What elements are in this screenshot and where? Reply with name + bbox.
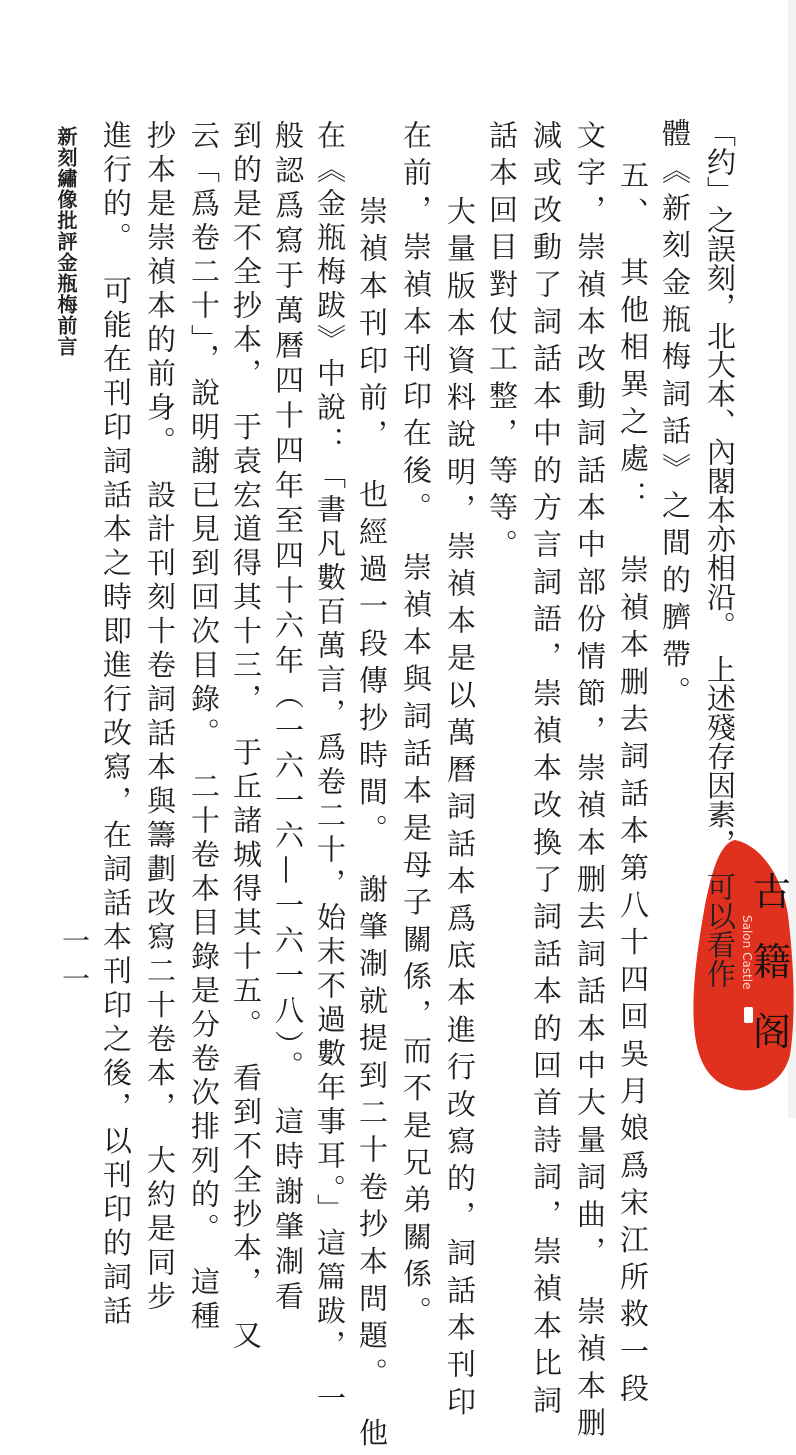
text-column: 抄本是崇禎本的前身。 設計刊刻十卷詞話本與籌劃改寫二十卷本， 大約是同步 [143,120,177,1315]
svg-text:古: 古 [752,870,792,914]
text-column: 崇禎本刊印前， 也經過一段傳抄時間。 謝肇淛就提到二十卷抄本問題。 他 [355,196,389,1455]
text-column: 體《新刻金瓶梅詞話》之間的臍帶。 [658,118,692,714]
page-number: 一一 [58,926,91,1002]
text-column: 在前，崇禎本刊印在後。 崇禎本與詞話本是母子關係，而不是兄弟關係。 [399,120,433,1334]
svg-text:阁: 阁 [752,1010,792,1054]
text-column: 到的是不全抄本， 于袁宏道得其十三， 于丘諸城得其十五。 看到不全抄本， 又 [229,120,263,1354]
svg-text:Salon Castle: Salon Castle [740,915,754,990]
text-column: 「约」之誤刻，北大本、內閣本亦相沿。 上述殘存因素， 可以看作 [703,118,737,988]
text-column: 般認爲寫于萬曆四十四年至四十六年（一六一六—一六一八）。 這時謝肇淛看 [271,120,305,1316]
running-title: 新刻繡像批評金瓶梅前言 [54,126,78,357]
svg-text:籍: 籍 [752,940,792,984]
text-column: 五、 其他相異之處： 崇禎本删去詞話本第八十四回吳月娘爲宋江所救一段 [616,160,650,1411]
text-column: 在《金瓶梅跋》中說：「書凡數百萬言，爲卷二十，始末不過數年事耳。」這篇跋， 一 [313,120,347,1417]
text-column: 大量版本資料說明，崇禎本是以萬曆詞話本爲底本進行改寫的，詞話本刊印 [443,196,477,1424]
text-column: 進行的。 可能在刊印詞話本之時即進行改寫，在詞話本刊印之後，以刊印的詞話 [99,120,133,1330]
text-column: 減或改動了詞話本中的方言詞語，崇禎本改換了詞話本的回首詩詞，崇禎本比詞 [529,120,563,1422]
text-column: 話本回目對仗工整，等等。 [485,120,519,567]
text-column: 文字，崇禎本改動詞話本中部份情節，崇禎本删去詞話本中大量詞曲， 崇禎本删 [573,120,607,1445]
text-column: 云「爲卷二十」，說明謝已見到回次目錄。 二十卷本目錄是分卷次排列的。 這種 [187,120,221,1335]
